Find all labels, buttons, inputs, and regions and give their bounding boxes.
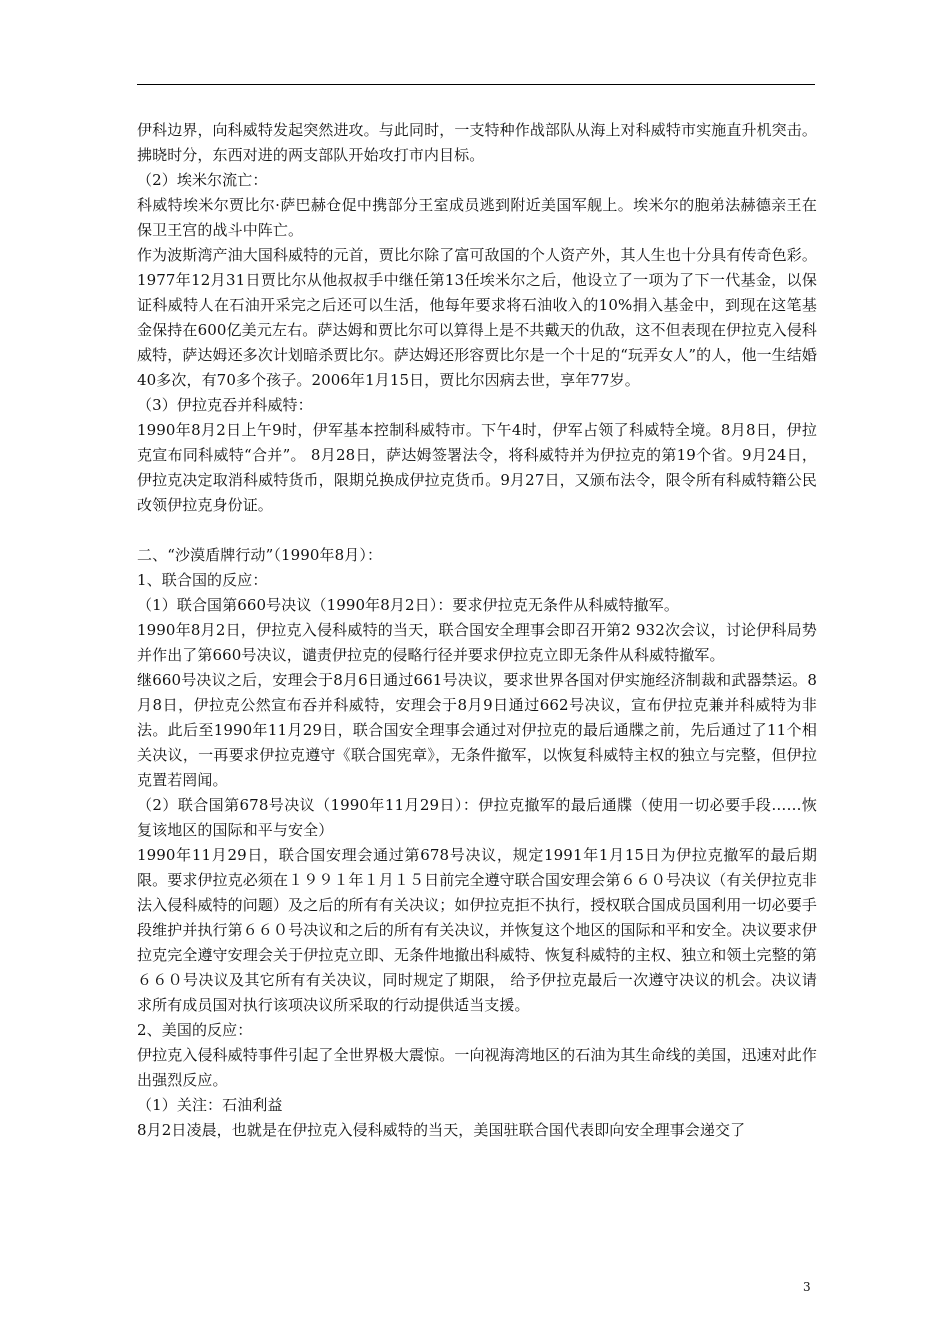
section-heading: 2、美国的反应： — [137, 1021, 253, 1039]
section-heading: 1、联合国的反应： — [137, 571, 268, 589]
section-heading: 二、“沙漠盾牌行动”（1990年8月）： — [137, 546, 383, 564]
section-heading: （3）伊拉克吞并科威特： — [137, 396, 313, 414]
header-rule — [137, 84, 815, 85]
paragraph: 1990年11月29日，联合国安理会通过第678号决议，规定1991年1月15日为伊拉克撤军的最后期限。要求伊拉克必须在１９９１年１月１５日前完全遵守联合国安理会第６６０号决议（有关伊拉克非法入侵科威特的问题）及之后的所有有关决议；如伊拉克拒不执行，授权联合国成员国利用一切必要手段维护并执行第６６０号决议和之后的所有有关决议，并恢复这个地区的国际和平和安全。决议要求伊拉克完全遵守安理会关于伊拉克立即、无条件地撤出科威特、恢复科威特的主权、独立和领土完整的第６６０号决议及其它所有有关决议，同时规定了期限， 给予伊拉克最后一次遵守决议的机会。决议请求所有成员国对执行该项决议所采取的行动提供适当支援。 — [137, 846, 817, 1014]
paragraph: 1990年8月2日，伊拉克入侵科威特的当天，联合国安全理事会即召开第2 932次会议，讨论伊科局势并作出了第660号决议，谴责伊拉克的侵略行径并要求伊拉克立即无条件从科威特撤军。 — [137, 621, 817, 664]
paragraph: 科威特埃米尔贾比尔·萨巴赫仓促中携部分王室成员逃到附近美国军舰上。埃米尔的胞弟法赫德亲王在保卫王宫的战斗中阵亡。 — [137, 196, 817, 239]
paragraph: 作为波斯湾产油大国科威特的元首，贾比尔除了富可敌国的个人资产外，其人生也十分具有传奇色彩。1977年12月31日贾比尔从他叔叔手中继任第13任埃米尔之后，他设立了一项为了下一代基金，以保证科威特人在石油开采完之后还可以生活，他每年要求将石油收入的10%捐入基金中，到现在这笔基金保持在600亿美元左右。萨达姆和贾比尔可以算得上是不共戴天的仇敌，这不但表现在伊拉克入侵科威特，萨达姆还多次计划暗杀贾比尔。萨达姆还形容贾比尔是一个十足的“玩弄女人”的人，他一生结婚40多次，有70多个孩子。2006年1月15日，贾比尔因病去世，享年77岁。 — [137, 246, 817, 389]
blank-line — [137, 518, 817, 543]
body-text — [137, 118, 817, 1143]
section-heading: （2）联合国第678号决议（1990年11月29日）：伊拉克撤军的最后通牒（使用一切必要手段……恢复该地区的国际和平与安全） — [137, 796, 817, 839]
paragraph: 8月2日凌晨，也就是在伊拉克入侵科威特的当天，美国驻联合国代表即向安全理事会递交了 — [137, 1121, 746, 1139]
paragraph: 继660号决议之后，安理会于8月6日通过661号决议，要求世界各国对伊实施经济制裁和武器禁运。8月8日，伊拉克公然宣布吞并科威特，安理会于8月9日通过662号决议，宣布伊拉克兼并科威特为非法。此后至1990年11月29日，联合国安全理事会通过对伊拉克的最后通牒之前，先后通过了11个相关决议，一再要求伊拉克遵守《联合国宪章》，无条件撤军，以恢复科威特主权的独立与完整，但伊拉克置若罔闻。 — [137, 671, 817, 789]
section-heading: （1）联合国第660号决议（1990年8月2日）：要求伊拉克无条件从科威特撤军。 — [137, 596, 679, 614]
paragraph: 伊科边界，向科威特发起突然进攻。与此同时，一支特种作战部队从海上对科威特市实施直升机突击。拂晓时分，东西对进的两支部队开始攻打市内目标。 — [137, 121, 817, 164]
paragraph: 1990年8月2日上午9时，伊军基本控制科威特市。下午4时，伊军占领了科威特全境。8月8日，伊拉克宣布同科威特“合并”。 8月28日，萨达姆签署法令，将科威特并为伊拉克的第19个省。9月24日，伊拉克决定取消科威特货币，限期兑换成伊拉克货币。9月27日，又颁布法令，限令所有科威特籍公民改领伊拉克身份证。 — [137, 421, 817, 514]
section-heading: （1）关注：石油利益 — [137, 1096, 283, 1114]
page-number: 3 — [803, 1280, 811, 1294]
paragraph: 伊拉克入侵科威特事件引起了全世界极大震惊。一向视海湾地区的石油为其生命线的美国，迅速对此作出强烈反应。 — [137, 1046, 817, 1089]
section-heading: （2）埃米尔流亡： — [137, 171, 268, 189]
